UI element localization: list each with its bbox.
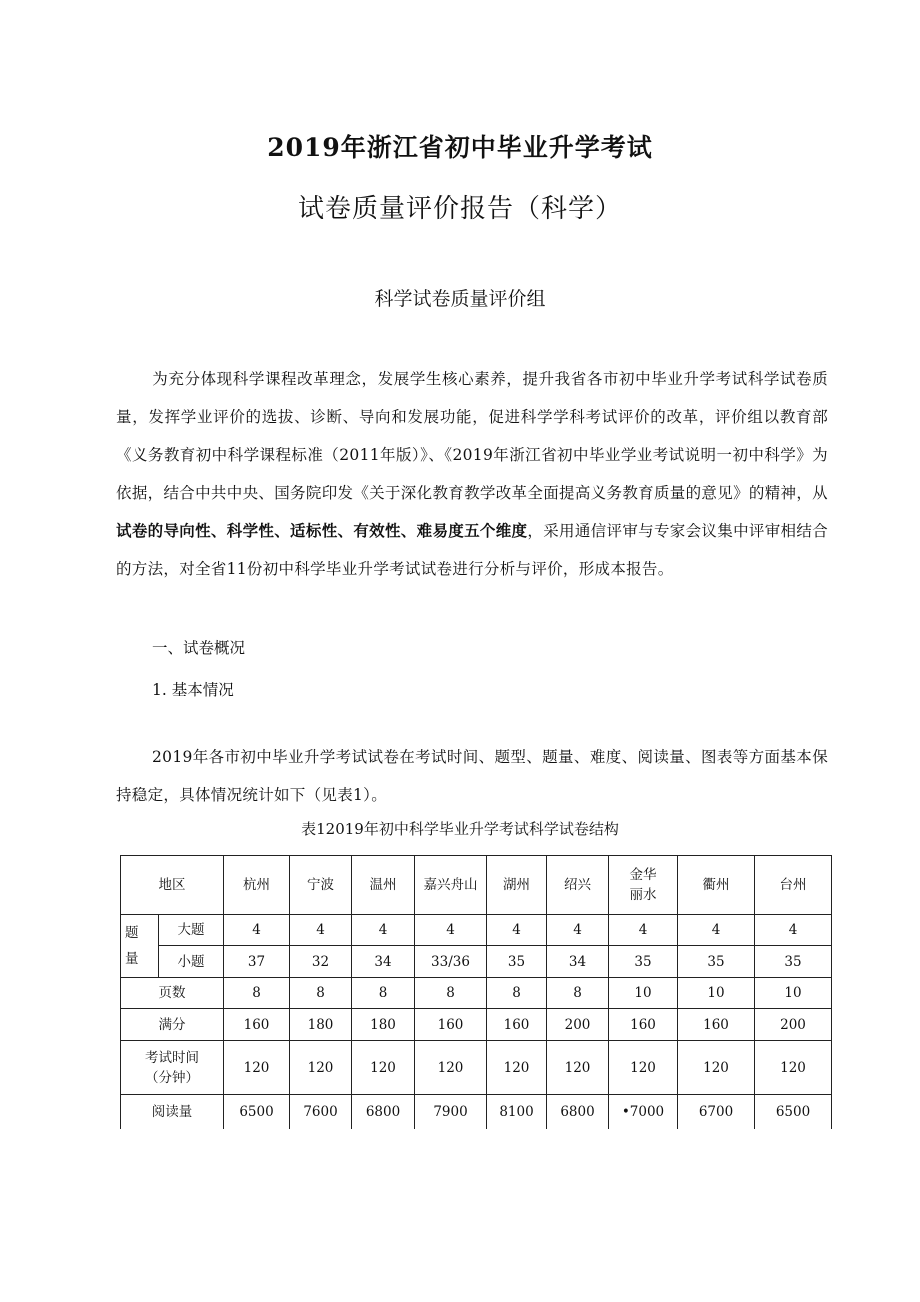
- region-header-cell: 金华 丽水: [609, 856, 678, 915]
- overview-paragraph: [116, 738, 828, 814]
- region-header-cell: 湖州: [487, 856, 547, 915]
- value-cell: 120: [547, 1041, 609, 1095]
- section-heading: 一、试卷概况: [152, 639, 246, 657]
- value-cell: 6800: [547, 1095, 609, 1129]
- intro-text-b: ，采用通信评审与专家会议集中评审相结合的方法，对全省11份初中科学毕业升学考试试卷进行分析与评价，形成本报告。: [116, 522, 828, 578]
- table-row: [121, 978, 832, 1009]
- value-cell: 8: [547, 978, 609, 1009]
- value-cell: 6800: [352, 1095, 415, 1129]
- region-header-cell: 衢州: [678, 856, 755, 915]
- value-cell: 7900: [415, 1095, 487, 1129]
- value-cell: 200: [755, 1009, 832, 1041]
- value-cell: 4: [547, 915, 609, 946]
- value-cell: 4: [352, 915, 415, 946]
- value-cell: 4: [415, 915, 487, 946]
- value-cell: 35: [609, 946, 678, 978]
- value-cell: 180: [290, 1009, 352, 1041]
- value-cell: 160: [609, 1009, 678, 1041]
- value-cell: 120: [352, 1041, 415, 1095]
- table-row: [121, 915, 832, 946]
- value-cell: 4: [609, 915, 678, 946]
- value-cell: 120: [487, 1041, 547, 1095]
- subsection-heading: 1. 基本情况: [152, 681, 234, 699]
- value-cell: 34: [352, 946, 415, 978]
- value-cell: 160: [678, 1009, 755, 1041]
- value-cell: 7600: [290, 1095, 352, 1129]
- value-cell: 8: [487, 978, 547, 1009]
- value-cell: 120: [755, 1041, 832, 1095]
- region-header-cell: 嘉兴舟山: [415, 856, 487, 915]
- value-cell: 120: [415, 1041, 487, 1095]
- intro-text-a: 为充分体现科学课程改革理念，发展学生核心素养，提升我省各市初中毕业升学考试科学试卷质量，发挥学业评价的选拔、诊断、导向和发展功能，促进科学学科考试评价的改革，评价组以教育部《义务教育初中科学课程标准（2011年版）》、《2019年浙江省初中毕业学业考试说明一初中科学》为依据，结合中共中央、国务院印发《关于深化教育教学改革全面提高义务教育质量的意见》的精神，从: [116, 370, 828, 502]
- table-row: [121, 1041, 832, 1095]
- value-cell: 35: [755, 946, 832, 978]
- value-cell: 200: [547, 1009, 609, 1041]
- region-header-cell: 温州: [352, 856, 415, 915]
- value-cell: 35: [487, 946, 547, 978]
- value-cell: 4: [487, 915, 547, 946]
- row-label-cell: 满分: [121, 1009, 224, 1041]
- region-header-cell: 台州: [755, 856, 832, 915]
- table-row: [121, 1009, 832, 1041]
- row-label-cell: 页数: [121, 978, 224, 1009]
- report-title-line1: 2019年浙江省初中毕业升学考试: [267, 133, 653, 162]
- table-row: [121, 1095, 832, 1129]
- value-cell: 8: [352, 978, 415, 1009]
- value-cell: 8: [224, 978, 290, 1009]
- exam-structure-table: [120, 855, 832, 1129]
- value-cell: 120: [290, 1041, 352, 1095]
- group-label-cell: 题 量: [121, 915, 159, 978]
- row-label-cell: 考试时间 （分钟）: [121, 1041, 224, 1095]
- value-cell: 6700: [678, 1095, 755, 1129]
- value-cell: 6500: [224, 1095, 290, 1129]
- row-label-cell: 阅读量: [121, 1095, 224, 1129]
- value-cell: 160: [415, 1009, 487, 1041]
- value-cell: 35: [678, 946, 755, 978]
- row-label-cell: 大题: [159, 915, 224, 946]
- value-cell: 4: [755, 915, 832, 946]
- report-title-line2: 试卷质量评价报告（科学）: [297, 194, 622, 224]
- table-header-row: [121, 856, 832, 915]
- region-header-cell: 绍兴: [547, 856, 609, 915]
- region-header-cell: 宁波: [290, 856, 352, 915]
- region-header-cell: 杭州: [224, 856, 290, 915]
- value-cell: 8100: [487, 1095, 547, 1129]
- value-cell: 120: [609, 1041, 678, 1095]
- intro-paragraph: [116, 360, 828, 588]
- value-cell: 6500: [755, 1095, 832, 1129]
- value-cell: •7000: [609, 1095, 678, 1129]
- overview-text: 2019年各市初中毕业升学考试试卷在考试时间、题型、题量、难度、阅读量、图表等方面基本保持稳定，具体情况统计如下（见表1）。: [116, 748, 828, 804]
- value-cell: 37: [224, 946, 290, 978]
- value-cell: 10: [609, 978, 678, 1009]
- value-cell: 4: [290, 915, 352, 946]
- table-caption: 表12019年初中科学毕业升学考试科学试卷结构: [301, 820, 619, 838]
- value-cell: 120: [224, 1041, 290, 1095]
- value-cell: 4: [224, 915, 290, 946]
- value-cell: 33/36: [415, 946, 487, 978]
- value-cell: 180: [352, 1009, 415, 1041]
- row-label-cell: 小题: [159, 946, 224, 978]
- value-cell: 160: [224, 1009, 290, 1041]
- table-row: [121, 946, 832, 978]
- value-cell: 120: [678, 1041, 755, 1095]
- value-cell: 8: [415, 978, 487, 1009]
- value-cell: 34: [547, 946, 609, 978]
- intro-text-bold: 试卷的导向性、科学性、适标性、有效性、难易度五个维度: [116, 521, 528, 540]
- value-cell: 10: [755, 978, 832, 1009]
- value-cell: 8: [290, 978, 352, 1009]
- header-region-cell: 地区: [121, 856, 224, 915]
- value-cell: 32: [290, 946, 352, 978]
- value-cell: 10: [678, 978, 755, 1009]
- value-cell: 4: [678, 915, 755, 946]
- value-cell: 160: [487, 1009, 547, 1041]
- author-line: 科学试卷质量评价组: [374, 288, 546, 310]
